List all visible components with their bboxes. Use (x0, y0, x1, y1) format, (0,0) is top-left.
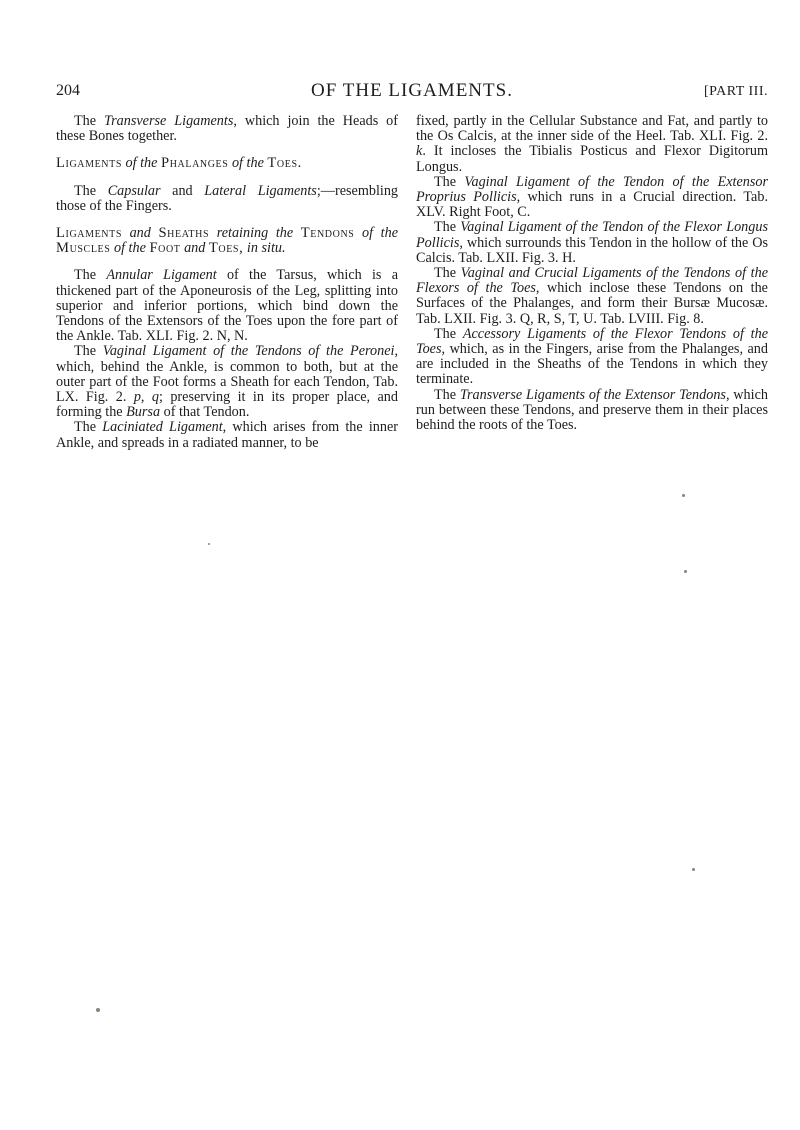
right-column (416, 114, 768, 433)
paragraph-laciniated-ligament: The Laciniated Ligament, which arises from the inner Ankle, and spreads in a radiated manner, to be (56, 419, 398, 451)
paper-speck (96, 1008, 100, 1012)
paragraph-accessory-ligaments: The Accessory Ligaments of the Flexor Tendons of the Toes, which, as in the Fingers, arise from the Phalanges, and are included in the Sheaths of the Tendons in which they terminate. (416, 325, 768, 388)
part-label: [PART III. (703, 84, 768, 99)
paper-speck (682, 494, 685, 497)
paragraph-transverse-ligaments: The Transverse Ligaments, which join the Heads of these Bones together. (56, 113, 398, 145)
paragraph-flexors-of-toes: The Vaginal and Crucial Ligaments of the Tendons of the Flexors of the Toes, which inclose these Tendons on the Surfaces of the Phalanges, and form their Bursæ Mucosæ. Tab. LXII. Fig. 3. Q, R, S, T, U. Tab. LVIII. Fig. 8. (416, 265, 768, 327)
paper-speck (208, 543, 210, 545)
page-number: 204 (56, 82, 80, 99)
running-title: OF THE LIGAMENTS. (311, 80, 513, 101)
paragraph-capsular-ligaments: The Capsular and Lateral Ligaments;—resembling those of the Fingers. (56, 182, 399, 214)
paragraph-transverse-extensor-ligaments: The Transverse Ligaments of the Extensor Tendons, which run between these Tendons, and preserve them in their places behind the roots of the Toes. (416, 386, 768, 434)
running-head (56, 82, 768, 106)
left-column (56, 114, 398, 451)
paragraph-peronei-vaginal-ligament: The Vaginal Ligament of the Tendons of the Peronei, which, behind the Ankle, is common to both, but at the outer part of the Foot forms a Sheath for each Tendon, Tab. LX. Fig. 2. p, q; preserving it in its proper place, and forming the Bursa of that Tendon. (56, 343, 398, 421)
paragraph-annular-ligament: The Annular Ligament of the Tarsus, which is a thickened part of the Aponeurosis of the Leg, splitting into superior and inferior portions, which bind down the Tendons of the Extensors of the Toes upon the fore part of the Ankle. Tab. XLI. Fig. 2. N, N. (56, 267, 398, 345)
paragraph-extensor-proprius-pollicis: The Vaginal Ligament of the Tendon of the Extensor Proprius Pollicis, which runs in a Crucial direction. Tab. XLV. Right Foot, C. (416, 173, 768, 221)
paragraph-flexor-longus-pollicis: The Vaginal Ligament of the Tendon of the Flexor Longus Pollicis, which surrounds this Tendon in the hollow of the Os Calcis. Tab. LXII. Fig. 3. H. (416, 219, 768, 266)
paper-speck (684, 570, 687, 573)
section-heading-sheaths: Ligaments and Sheaths retaining the Tendons of the Muscles of the Foot and Toes, in situ. (56, 225, 399, 257)
paper-speck (692, 868, 695, 871)
paragraph-laciniated-continued: fixed, partly in the Cellular Substance and Fat, and partly to the Os Calcis, at the inner side of the Heel. Tab. XLI. Fig. 2. k. It incloses the Tibialis Posticus and Flexor Digitorum Longus. (416, 113, 768, 175)
section-heading-phalanges: Ligaments of the Phalanges of the Toes. (56, 155, 302, 172)
